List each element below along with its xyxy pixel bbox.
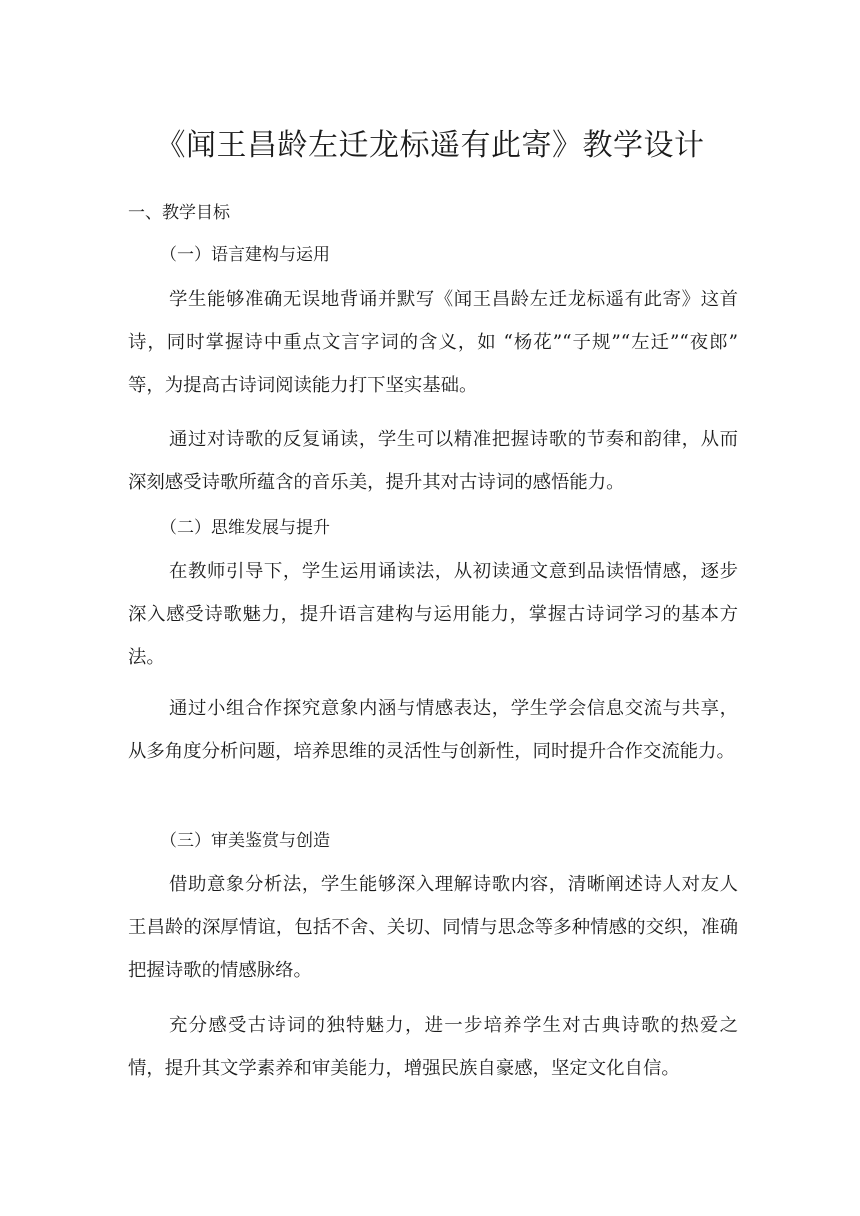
paragraph-aesthetics-1: 借助意象分析法，学生能够深入理解诗歌内容，清晰阐述诗人对友人王昌龄的深厚情谊，包括不舍、关切、同情与思念等多种情感的交织，准确把握诗歌的情感脉络。 bbox=[128, 874, 738, 981]
subheading-thinking: （二）思维发展与提升 bbox=[160, 518, 330, 538]
paragraph-language-1: 学生能够准确无误地背诵并默写《闻王昌龄左迁龙标遥有此寄》这首诗，同时掌握诗中重点文言字词的含义，如 “杨花”“子规”“左迁”“夜郎” 等，为提高古诗词阅读能力打下坚实基础。 bbox=[128, 289, 738, 396]
section-heading-teaching-goals: 一、教学目标 bbox=[128, 203, 230, 223]
paragraph-language-2: 通过对诗歌的反复诵读，学生可以精准把握诗歌的节奏和韵律，从而深刻感受诗歌所蕴含的音乐美，提升其对古诗词的感悟能力。 bbox=[128, 429, 738, 493]
paragraph-thinking-1: 在教师引导下，学生运用诵读法，从初读通文意到品读悟情感，逐步深入感受诗歌魅力，提升语言建构与运用能力，掌握古诗词学习的基本方法。 bbox=[128, 561, 738, 668]
document-title: 《闻王昌龄左迁龙标遥有此寄》教学设计 bbox=[155, 128, 705, 163]
paragraph-thinking-2: 通过小组合作探究意象内涵与情感表达，学生学会信息交流与共享，从多角度分析问题，培养思维的灵活性与创新性，同时提升合作交流能力。 bbox=[128, 698, 738, 762]
paragraph-aesthetics-2: 充分感受古诗词的独特魅力，进一步培养学生对古典诗歌的热爱之情，提升其文学素养和审美能力，增强民族自豪感，坚定文化自信。 bbox=[128, 1015, 738, 1079]
subheading-language: （一）语言建构与运用 bbox=[160, 245, 330, 265]
subheading-aesthetics: （三）审美鉴赏与创造 bbox=[160, 831, 330, 851]
